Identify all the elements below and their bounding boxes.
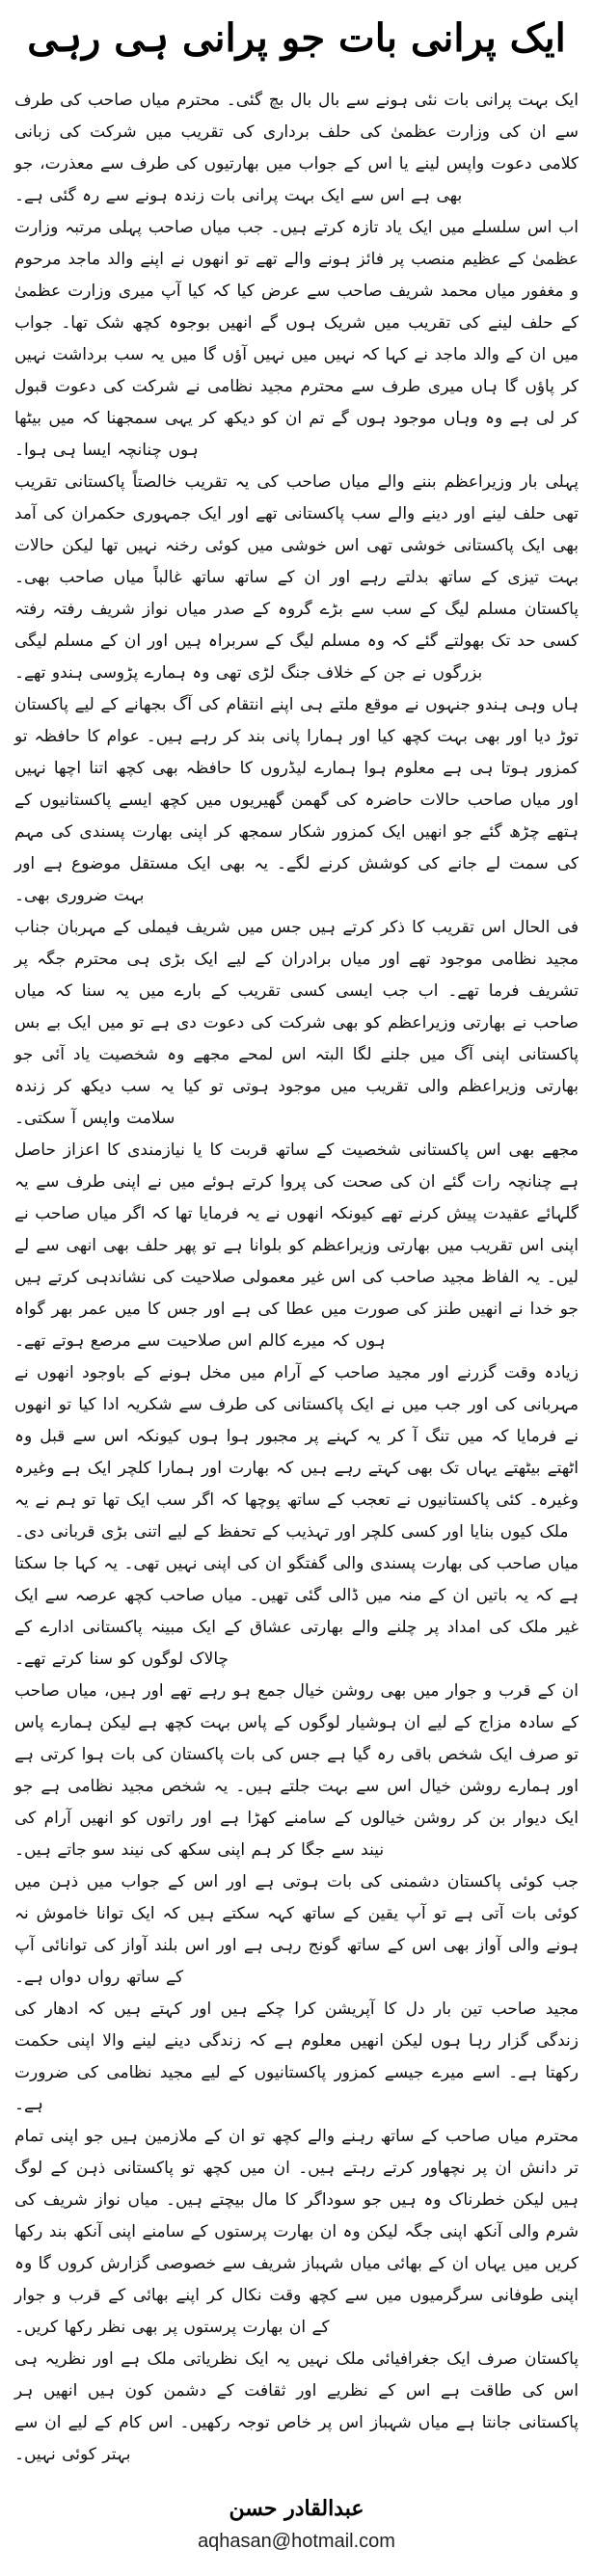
article-paragraph: زیادہ وقت گزرنے اور مجید صاحب کے آرام میں مخل ہونے کے باوجود انھوں نے مہربانی کی اور جب میں نے ایک پاکستانی کی طرف سے شکریہ ادا کیا تو انھوں نے فرمایا کہ میں تنگ آ کر یہ کہنے پر مجبور ہوا ہوں کیونکہ اس سے قبل وہ اٹھتے بیٹھتے یہاں تک بھی کہتے رہے ہیں کہ بھارت اور ہمارا کلچر ایک ہے وغیرہ وغیرہ۔ کئی پاکستانیوں نے تعجب کے ساتھ پوچھا کہ اگر سب ایک تھا تو ہم نے یہ ملک کیوں بنایا اور کسی کلچر اور تہذیب کے تحفظ کے لیے اتنی بڑی قربانی دی۔ bbox=[14, 1363, 579, 1542]
article-paragraph: مجھے بھی اس پاکستانی شخصیت کے ساتھ قربت کا یا نیازمندی کا اعزاز حاصل ہے چنانچہ رات گئے ان کی صحت کی پروا کرتے ہوئے میں نے اپنی طرف سے یہ گلہائے عقیدت پیش کرنے تھے کیونکہ انھوں نے یہ فرمایا تھا کہ اگر میاں صاحب نے اپنی اس تقریب میں بھارتی وزیراعظم کو بلوانا ہے تو پھر حلف بھی انھی سے لے لیں۔ یہ الفاظ مجید صاحب کی اس غیر معمولی صلاحیت کی نشاندہی کرتے ہیں جو خدا نے انھیں طنز کی صورت میں عطا کی ہے اور جس کا میں عمر بھر گواہ ہوں کہ میرے کالم اس صلاحیت سے مرصع ہوتے تھے۔ bbox=[14, 1140, 579, 1351]
article-paragraph: پاکستان صرف ایک جغرافیائی ملک نہیں یہ ایک نظریاتی ملک ہے اور نظریہ ہی اس کی طاقت ہے اس کے نظریے اور ثقافت کے دشمن کون ہیں انھیں ہر پاکستانی جانتا ہے میاں شہباز اس پر خاص توجہ رکھیں۔ اس کام کے لیے ان سے بہتر کوئی نہیں۔ bbox=[14, 2349, 579, 2464]
article-paragraph: جب کوئی پاکستان دشمنی کی بات ہوتی ہے اور اس کے جواب میں ذہن میں کوئی بات آتی ہے تو آپ یقین کے ساتھ کہہ سکتے ہیں کہ ایک توانا خاموش نہ ہونے والی آواز بھی اس کے ساتھ گونج رہی ہے اور اس بلند آواز کی توانائی آپ کے ساتھ رواں دواں ہے۔ bbox=[14, 1872, 579, 1987]
article-paragraph: فی الحال اس تقریب کا ذکر کرتے ہیں جس میں شریف فیملی کے مہربان جناب مجید نظامی موجود تھے اور میاں برادران کے لیے ایک بڑی ہی محترم جگہ پر تشریف فرما تھے۔ اب جب ایسی کسی تقریب کے بارے میں یہ سنا کہ میاں صاحب نے بھارتی وزیراعظم کو بھی شرکت کی دعوت دی ہے تو میں ایک بے بس پاکستانی اپنی آگ میں جلنے لگا البتہ اس لمحے مجھے وہ شخصیت یاد آئی جو بھارتی وزیراعظم والی تقریب میں موجود ہوتی تو کیا یہ سب دیکھ کر زندہ سلامت واپس آ سکتی۔ bbox=[14, 918, 579, 1128]
author-email-link[interactable]: aqhasan@hotmail.com bbox=[198, 2531, 395, 2552]
article-paragraph: میاں صاحب کی بھارت پسندی والی گفتگو ان کی اپنی نہیں تھی۔ یہ کہا جا سکتا ہے کہ یہ باتیں ان کے منہ میں ڈالی گئی تھیں۔ میاں صاحب کچھ عرصہ سے ایک غیر ملک کی امداد پر چلنے والے بھارتی عشاق کے ایک مبینہ پاکستانی ادارے کے چالاک لوگوں کو سنا کرتے تھے۔ bbox=[14, 1554, 579, 1669]
article-body bbox=[14, 85, 579, 2471]
article-paragraph: مجید صاحب تین بار دل کا آپریشن کرا چکے ہیں اور کہتے ہیں کہ ادھار کی زندگی گزار رہا ہوں لیکن انھیں معلوم ہے کہ زندگی دینے لینے والا اپنی حکمت رکھتا ہے۔ اسے میرے جیسے کمزور پاکستانیوں کے لیے مجید نظامی کی ضرورت ہے۔ bbox=[14, 1999, 579, 2114]
article-paragraph: ان کے قرب و جوار میں بھی روشن خیال جمع ہو رہے تھے اور ہیں، میاں صاحب کے سادہ مزاج کے لیے ان ہوشیار لوگوں کے پاس بہت کچھ ہے لیکن ہمارے پاس تو صرف ایک شخص باقی رہ گیا ہے جس کی بات پاکستان کی بات ہوا کرتی ہے اور ہمارے روشن خیال اس سے بہت جلتے ہیں۔ یہ شخص مجید نظامی ہے جو ایک دیوار بن کر روشن خیالوں کے سامنے کھڑا ہے اور راتوں کو انھیں آرام کی نیند سے جگا کر ہم اپنی سکھ کی نیند سو جاتے ہیں۔ bbox=[14, 1681, 579, 1860]
article-paragraph: ایک بہت پرانی بات نئی ہونے سے بال بال بچ گئی۔ محترم میاں صاحب کی طرف سے ان کی وزارت عظمیٰ کی حلف برداری کی تقریب میں شرکت کی زبانی کلامی دعوت واپس لینے یا اس کے جواب میں بھارتیوں کی طرف سے معذرت، جو بھی ہے اس سے ایک بہت پرانی بات زندہ ہونے سے رہ گئی ہے۔ bbox=[14, 91, 579, 205]
article-paragraph: ہاں وہی ہندو جنہوں نے موقع ملتے ہی اپنے انتقام کی آگ بجھانے کے لیے پاکستان توڑ دیا اور بھی بہت کچھ کیا اور ہمارا پانی بند کر رہے ہیں۔ عوام کا حافظہ تو کمزور ہوتا ہی ہے معلوم ہوا ہمارے لیڈروں کا حافظہ بھی کچھ اتنا اچھا نہیں اور میاں صاحب حالات حاضرہ کی گھمن گھیریوں میں کچھ ایسے پاکستانیوں کے ہتھے چڑھ گئے جو انھیں ایک کمزور شکار سمجھ کر اپنی بھارت پسندی کی مہم کی سمت لے جانے کی کوشش کرنے لگے۔ یہ بھی ایک مستقل موضوع ہے اور بہت ضروری بھی۔ bbox=[14, 695, 579, 905]
article-title: ایک پرانی بات جو پرانی ہی رہی bbox=[27, 15, 566, 61]
article-paragraph: اب اس سلسلے میں ایک یاد تازہ کرتے ہیں۔ جب میاں صاحب پہلی مرتبہ وزارت عظمیٰ کے عظیم منصب پر فائز ہونے والے تھے تو انھوں نے اپنے والد ماجد مرحوم و مغفور میاں محمد شریف صاحب سے عرض کیا کہ کیا آپ میری وزارت عظمیٰ کے حلف لینے کی تقریب میں شریک ہوں گے انھیں بوجوہ کچھ شک تھا۔ جواب میں ان کے والد ماجد نے کہا کہ نہیں میں نہیں آؤں گا میں یہ سب برداشت نہیں کر پاؤں گا ہاں میری طرف سے محترم مجید نظامی نے شرکت کی دعوت قبول کر لی ہے وہ وہاں موجود ہوں گے تم ان کو دیکھ کر یہی سمجھنا کہ میں بیٹھا ہوں چنانچہ ایسا ہی ہوا۔ bbox=[14, 218, 579, 460]
article-paragraph: محترم میاں صاحب کے ساتھ رہنے والے کچھ تو ان کے ملازمین ہیں جو اپنی تمام تر دانش ان پر نچھاور کرتے رہتے ہیں۔ ان میں کچھ تو پاکستانی ذہن کے لوگ ہیں لیکن خطرناک وہ ہیں جو سوداگر کا مال بیچتے ہیں۔ میاں نواز شریف کی شرم والی آنکھ اپنی جگہ لیکن وہ ان بھارت پرستوں کے سامنے اپنی آنکھ بند رکھا کریں میں یہاں ان کے بھائی میاں شہباز شریف سے خصوصی گزارش کروں گا وہ اپنی طوفانی سرگرمیوں میں سے کچھ وقت نکال کر اپنے بھائی کے قرب و جوار کے ان بھارت پرستوں پر بھی نظر رکھا کریں۔ bbox=[14, 2127, 579, 2337]
article-paragraph: پہلی بار وزیراعظم بننے والے میاں صاحب کی یہ تقریب خالصتاً پاکستانی تقریب تھی حلف لینے اور دینے والے سب پاکستانی تھے اور ایک جمہوری حکمران کی آمد بھی ایک پاکستانی خوشی تھی اس خوشی میں کوئی رخنہ نہیں تھا لیکن حالات بہت تیزی کے ساتھ بدلتے رہے اور ان کے ساتھ ساتھ غالباً میاں صاحب بھی۔ پاکستان مسلم لیگ کے سب سے بڑے گروہ کے صدر میاں نواز شریف رفتہ رفتہ کسی حد تک بھولتے گئے کہ وہ مسلم لیگ کے سربراہ ہیں اور ان کے مسلم لیگی بزرگوں نے جن کے خلاف جنگ لڑی تھی وہ ہمارے پڑوسی ہندو تھے۔ bbox=[14, 472, 579, 683]
author-name: عبدالقادر حسن bbox=[229, 2496, 364, 2521]
article-footer bbox=[14, 2496, 579, 2559]
